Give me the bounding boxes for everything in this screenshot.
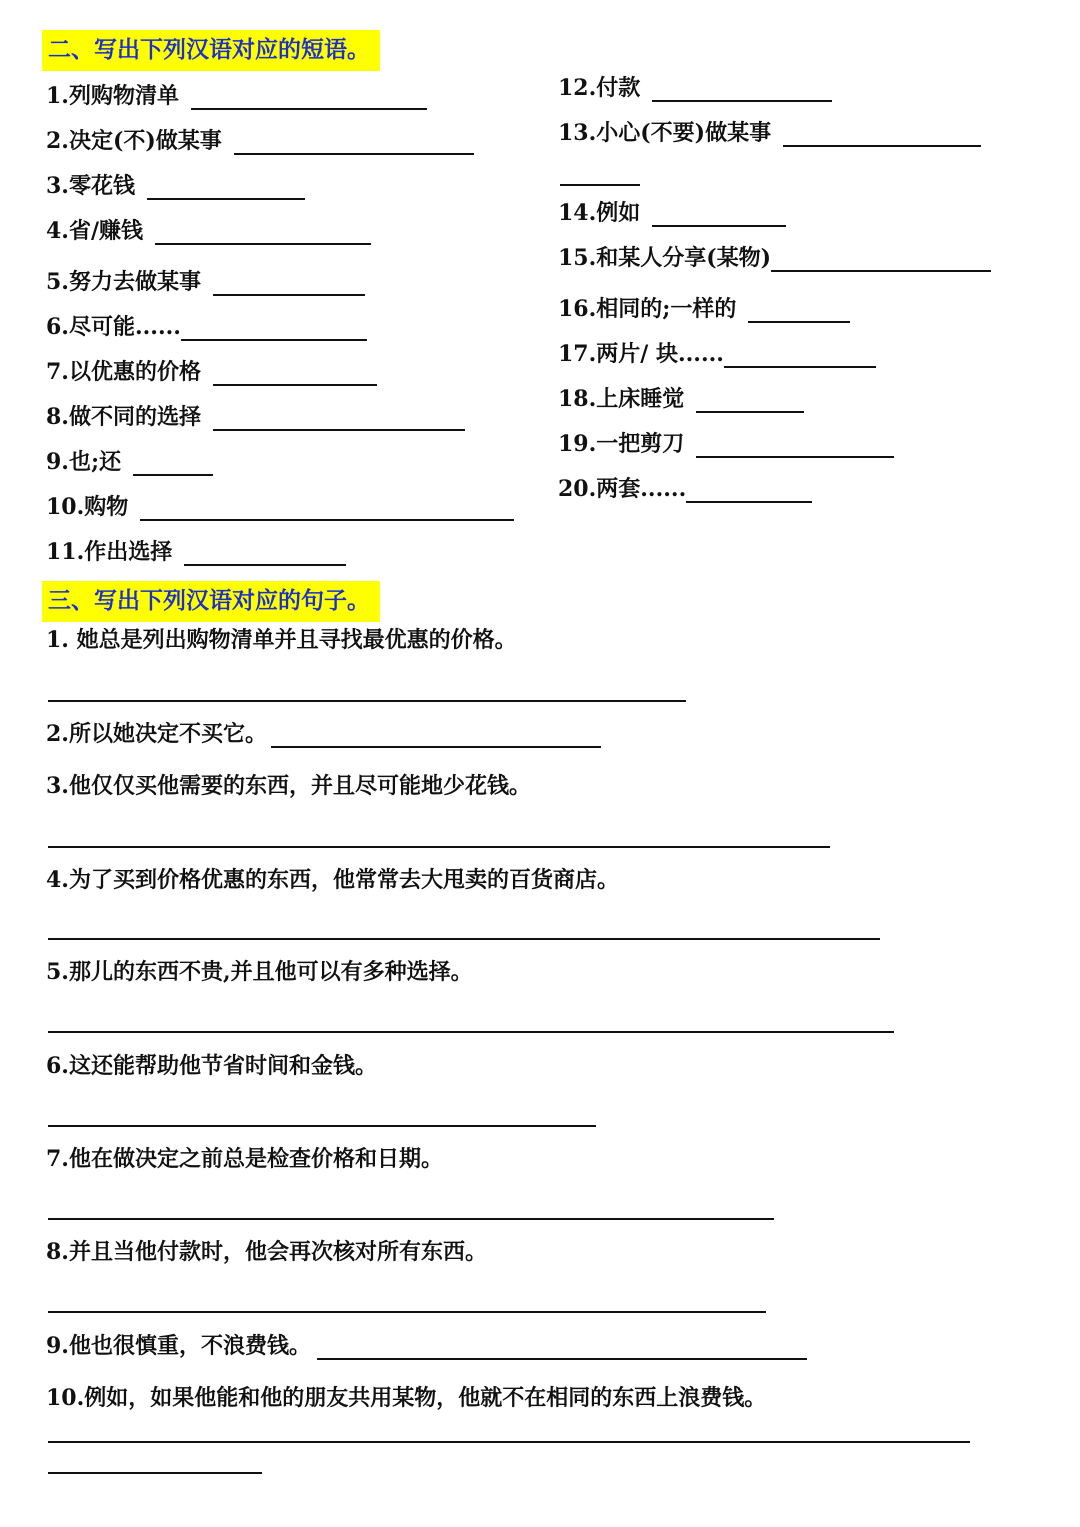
- sentence-text: 1. 她总是列出购物清单并且寻找最优惠的价格。: [46, 627, 517, 653]
- answer-blank[interactable]: [140, 499, 514, 521]
- phrase-item-4: [46, 217, 371, 245]
- answer-line-8[interactable]: [48, 1311, 766, 1313]
- answer-blank[interactable]: [724, 346, 876, 368]
- phrase-item-10: [46, 493, 514, 521]
- sentence-4: [46, 866, 619, 894]
- phrase-label: 20.两套......: [558, 476, 687, 502]
- answer-blank[interactable]: [133, 454, 213, 476]
- phrase-item-8: [46, 403, 465, 431]
- section-2-heading: 二、写出下列汉语对应的短语。: [42, 30, 380, 71]
- sentence-text: 4.为了买到价格优惠的东西，他常常去大甩卖的百货商店。: [46, 867, 619, 893]
- answer-line-6[interactable]: [48, 1125, 596, 1127]
- phrase-label: 19.一把剪刀: [558, 431, 685, 457]
- answer-blank[interactable]: [696, 391, 804, 413]
- answer-blank-continued[interactable]: [560, 184, 640, 186]
- sentence-text: 7.他在做决定之前总是检查价格和日期。: [46, 1146, 443, 1172]
- phrase-item-11: [46, 538, 346, 566]
- sentence-text: 9.他也很慎重，不浪费钱。: [46, 1333, 311, 1359]
- phrase-item-16: [558, 295, 850, 323]
- answer-blank[interactable]: [696, 436, 894, 458]
- phrase-label: 15.和某人分享(某物): [558, 245, 772, 271]
- sentence-5: [46, 958, 473, 986]
- answer-blank[interactable]: [748, 301, 850, 323]
- phrase-item-19: [558, 430, 894, 458]
- phrase-label: 9.也;还: [46, 449, 122, 475]
- answer-blank[interactable]: [271, 726, 601, 748]
- answer-blank[interactable]: [783, 125, 981, 147]
- phrase-label: 8.做不同的选择: [46, 404, 201, 430]
- phrase-label: 3.零花钱: [46, 173, 135, 199]
- answer-blank[interactable]: [155, 223, 371, 245]
- answer-blank[interactable]: [686, 481, 812, 503]
- answer-line-5[interactable]: [48, 1031, 894, 1033]
- phrase-item-2: [46, 127, 474, 155]
- answer-line-10[interactable]: [48, 1441, 970, 1443]
- answer-blank[interactable]: [147, 178, 305, 200]
- sentence-text: 5.那儿的东西不贵,并且他可以有多种选择。: [46, 959, 473, 985]
- answer-line-7[interactable]: [48, 1218, 774, 1220]
- answer-blank[interactable]: [652, 205, 786, 227]
- sentence-text: 8.并且当他付款时，他会再次核对所有东西。: [46, 1239, 487, 1265]
- answer-blank[interactable]: [213, 409, 465, 431]
- sentence-text: 10.例如，如果他能和他的朋友共用某物，他就不在相同的东西上浪费钱。: [46, 1385, 767, 1411]
- sentence-6: [46, 1052, 377, 1080]
- answer-blank[interactable]: [213, 364, 377, 386]
- phrase-label: 13.小心(不要)做某事: [558, 120, 772, 146]
- sentence-2: [46, 720, 601, 748]
- phrase-label: 7.以优惠的价格: [46, 359, 201, 385]
- sentence-text: 2.所以她决定不买它。: [46, 721, 267, 747]
- sentence-8: [46, 1238, 487, 1266]
- phrase-item-3: [46, 172, 305, 200]
- phrase-item-9: [46, 448, 213, 476]
- phrase-label: 17.两片/ 块......: [558, 341, 724, 367]
- answer-line-3[interactable]: [48, 846, 830, 848]
- sentence-3: [46, 772, 531, 800]
- phrase-label: 12.付款: [558, 75, 641, 101]
- phrase-label: 18.上床睡觉: [558, 386, 685, 412]
- answer-blank[interactable]: [181, 319, 367, 341]
- phrase-item-13: [558, 119, 981, 147]
- phrase-item-15: [558, 244, 991, 272]
- phrase-item-12: [558, 74, 832, 102]
- answer-blank[interactable]: [771, 250, 991, 272]
- phrase-item-17: [558, 340, 876, 368]
- phrase-label: 5.努力去做某事: [46, 269, 201, 295]
- sentence-text: 6.这还能帮助他节省时间和金钱。: [46, 1053, 377, 1079]
- answer-line-4[interactable]: [48, 938, 880, 940]
- phrase-item-18: [558, 385, 804, 413]
- answer-line-1[interactable]: [48, 700, 686, 702]
- phrase-item-1: [46, 82, 427, 110]
- phrase-item-7: [46, 358, 377, 386]
- answer-blank[interactable]: [652, 80, 832, 102]
- phrase-label: 2.决定(不)做某事: [46, 128, 222, 154]
- sentence-text: 3.他仅仅买他需要的东西，并且尽可能地少花钱。: [46, 773, 531, 799]
- answer-blank[interactable]: [317, 1338, 807, 1360]
- section-3-heading: 三、写出下列汉语对应的句子。: [42, 581, 380, 622]
- sentence-10: [46, 1384, 766, 1412]
- phrase-label: 16.相同的;一样的: [558, 296, 737, 322]
- phrase-label: 6.尽可能......: [46, 314, 181, 340]
- phrase-label: 10.购物: [46, 494, 129, 520]
- phrase-item-14: [558, 199, 786, 227]
- phrase-label: 14.例如: [558, 200, 641, 226]
- answer-blank[interactable]: [234, 133, 474, 155]
- phrase-label: 11.作出选择: [46, 539, 173, 565]
- answer-line-10-continued[interactable]: [48, 1472, 262, 1474]
- answer-blank[interactable]: [213, 274, 365, 296]
- phrase-item-6: [46, 313, 367, 341]
- sentence-1: [46, 626, 517, 654]
- answer-blank[interactable]: [184, 544, 346, 566]
- sentence-7: [46, 1145, 443, 1173]
- phrase-item-20: [558, 475, 812, 503]
- phrase-label: 1.列购物清单: [46, 83, 179, 109]
- phrase-item-5: [46, 268, 365, 296]
- answer-blank[interactable]: [191, 88, 427, 110]
- phrase-label: 4.省/赚钱: [46, 218, 144, 244]
- sentence-9: [46, 1332, 807, 1360]
